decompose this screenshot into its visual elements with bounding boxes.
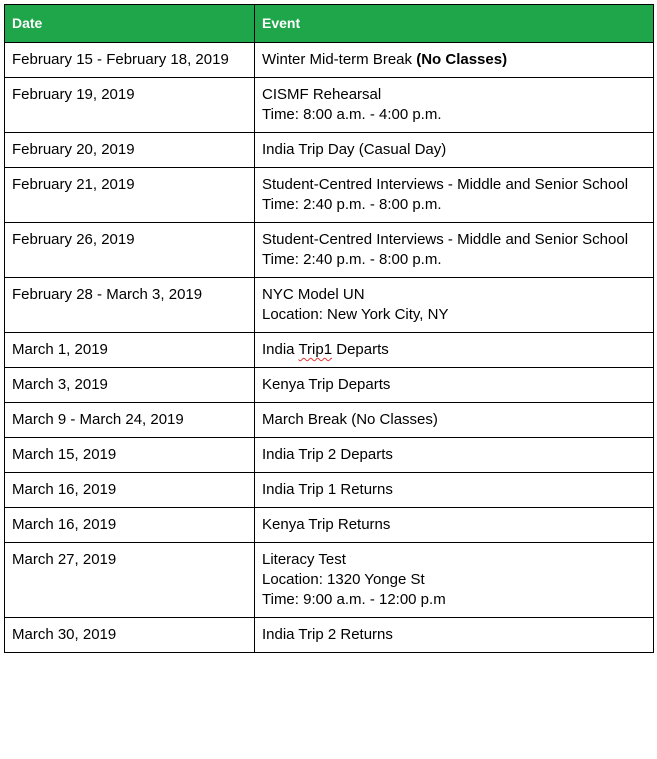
table-row <box>5 438 654 473</box>
event-cell <box>255 333 654 368</box>
event-text: Student-Centred Interviews - Middle and Senior School <box>262 176 629 193</box>
event-cell <box>255 368 654 403</box>
date-cell: March 1, 2019 <box>5 333 255 368</box>
event-cell <box>255 473 654 508</box>
header-row <box>5 5 654 43</box>
event-location: Location: 1320 Yonge St <box>262 571 425 588</box>
event-time: Time: 9:00 a.m. - 12:00 p.m <box>262 591 446 608</box>
table-row <box>5 473 654 508</box>
event-cell <box>255 543 654 618</box>
date-cell: March 3, 2019 <box>5 368 255 403</box>
date-cell: February 26, 2019 <box>5 223 255 278</box>
table-row <box>5 78 654 133</box>
date-cell: February 15 - February 18, 2019 <box>5 43 255 78</box>
event-cell <box>255 78 654 133</box>
event-column-header: Event <box>255 5 654 43</box>
event-cell <box>255 618 654 653</box>
date-cell: February 28 - March 3, 2019 <box>5 278 255 333</box>
event-location: Location: New York City, NY <box>262 306 449 323</box>
table-row <box>5 368 654 403</box>
event-text: Student-Centred Interviews - Middle and Senior School <box>262 231 629 248</box>
event-time: Time: 2:40 p.m. - 8:00 p.m. <box>262 196 442 213</box>
event-time: Time: 8:00 a.m. - 4:00 p.m. <box>262 106 442 123</box>
event-text: India Trip Day (Casual Day) <box>262 141 447 158</box>
date-cell: March 30, 2019 <box>5 618 255 653</box>
table-row <box>5 403 654 438</box>
event-cell <box>255 133 654 168</box>
event-cell <box>255 168 654 223</box>
event-cell <box>255 508 654 543</box>
event-text: Literacy Test <box>262 551 346 568</box>
table-row <box>5 278 654 333</box>
event-cell <box>255 223 654 278</box>
event-text: Departs <box>332 341 389 358</box>
spellcheck-flagged-word[interactable]: Trip1 <box>298 341 333 358</box>
date-cell: February 21, 2019 <box>5 168 255 223</box>
date-cell: February 19, 2019 <box>5 78 255 133</box>
event-text: Kenya Trip Returns <box>262 516 391 533</box>
table-row <box>5 43 654 78</box>
event-text: Kenya Trip Departs <box>262 376 391 393</box>
event-cell <box>255 438 654 473</box>
event-text: India Trip 1 Returns <box>262 481 393 498</box>
event-text: India Trip 2 Returns <box>262 626 393 643</box>
table-row <box>5 168 654 223</box>
table-row <box>5 223 654 278</box>
event-cell <box>255 43 654 78</box>
date-cell: March 15, 2019 <box>5 438 255 473</box>
date-cell: March 16, 2019 <box>5 508 255 543</box>
date-cell: March 9 - March 24, 2019 <box>5 403 255 438</box>
date-cell: March 27, 2019 <box>5 543 255 618</box>
table-row <box>5 133 654 168</box>
event-text: March Break (No Classes) <box>262 411 438 428</box>
event-cell <box>255 278 654 333</box>
event-text: India <box>262 341 299 358</box>
event-cell <box>255 403 654 438</box>
event-text: India Trip 2 Departs <box>262 446 393 463</box>
event-note: (No Classes) <box>416 51 508 68</box>
date-cell: February 20, 2019 <box>5 133 255 168</box>
table-row <box>5 508 654 543</box>
event-text: NYC Model UN <box>262 286 365 303</box>
events-table <box>4 4 654 653</box>
table-row <box>5 543 654 618</box>
event-time: Time: 2:40 p.m. - 8:00 p.m. <box>262 251 442 268</box>
table-row <box>5 618 654 653</box>
event-text: Winter Mid-term Break <box>262 51 417 68</box>
date-cell: March 16, 2019 <box>5 473 255 508</box>
event-text: CISMF Rehearsal <box>262 86 382 103</box>
date-column-header: Date <box>5 5 255 43</box>
table-row <box>5 333 654 368</box>
